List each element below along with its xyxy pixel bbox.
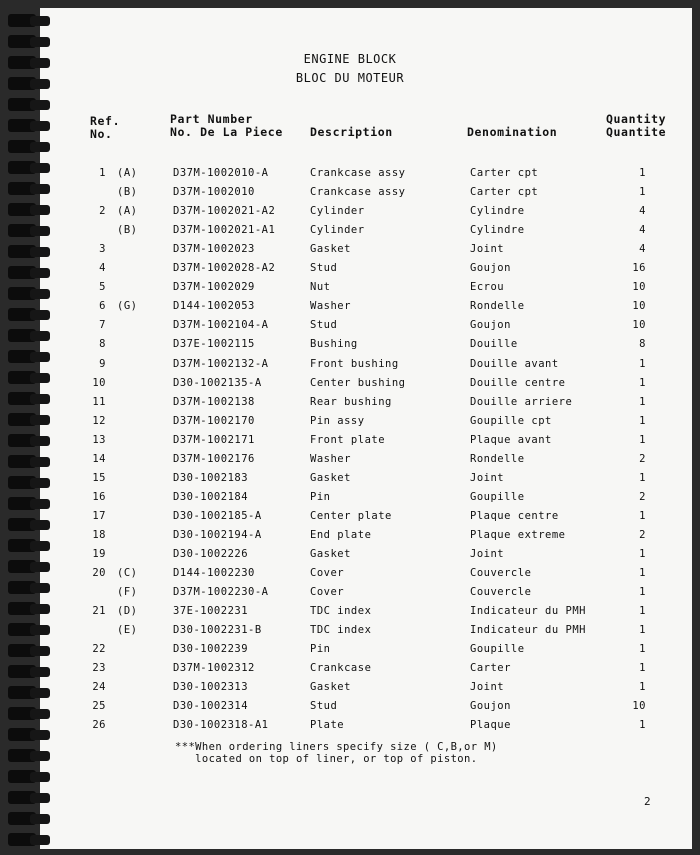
binding-ring-hole [30,16,50,26]
part-number: D30-1002194-A [173,528,262,541]
ref-variant: (E) [117,624,138,637]
denomination: Douille centre [470,376,566,389]
ref-number: 23 [92,662,106,675]
part-number: D37M-1002132-A [173,357,269,370]
ref-variant: (A) [117,167,138,179]
ref-number: 22 [92,643,106,656]
ref-variant: (G) [117,300,138,313]
part-number: D30-1002231-B [173,624,262,637]
denomination: Douille arriere [470,395,573,408]
ref-number: 4 [99,262,106,275]
description: Gasket [310,548,351,560]
part-number: D37M-1002170 [173,414,255,427]
description: Stud [310,319,338,332]
part-number: 37E-1002231 [173,605,249,618]
quantity: 1 [639,719,646,732]
description: Cover [310,567,345,580]
header-ref-line1: Ref. [90,114,121,128]
binding-ring-hole [30,331,50,341]
part-number: D37E-1002115 [173,338,255,351]
quantity: 1 [639,681,646,694]
binding-ring-hole [30,121,50,131]
quantity: 2 [639,490,646,503]
binding-ring-hole [30,646,50,656]
description: Stud [310,700,338,713]
quantity: 4 [639,224,646,237]
binding-ring-hole [30,583,50,593]
quantity: 1 [639,471,646,484]
ref-variant: (B) [117,186,138,199]
description: Center plate [310,509,392,522]
ref-number: 20 [92,567,106,580]
ref-number: 14 [92,452,106,465]
binding-ring-hole [30,688,50,698]
description: Crankcase assy [310,186,406,199]
description: Nut [310,281,331,294]
binding-ring-hole [30,436,50,446]
quantity: 1 [639,509,646,522]
description: Center bushing [310,376,406,389]
quantity: 1 [639,414,646,427]
ref-variant: (D) [117,605,138,618]
ref-number: 25 [92,700,106,713]
quantity: 1 [639,586,646,599]
part-number: D37M-1002029 [173,281,255,294]
part-number: D37M-1002010 [173,186,255,199]
header-qty-line2: Quantite [606,125,667,139]
part-number: D37M-1002021-A2 [173,205,276,218]
part-number: D37M-1002312 [173,662,255,675]
header-ref-line2: No. [90,127,113,141]
binding-ring-hole [30,205,50,215]
quantity: 1 [639,643,646,656]
description: End plate [310,528,372,541]
ref-number: 19 [92,548,106,560]
description: Crankcase assy [310,167,406,179]
part-number: D30-1002314 [173,700,249,713]
page-number: 2 [644,795,651,808]
quantity: 10 [632,300,646,313]
page-title: ENGINE BLOCK [303,52,397,66]
quantity: 2 [639,452,646,465]
binding-ring-hole [30,793,50,803]
binding-ring-hole [30,100,50,110]
binding-ring-hole [30,562,50,572]
binding-ring-hole [30,667,50,677]
ref-number: 17 [92,509,106,522]
description: Cover [310,586,345,599]
quantity: 1 [639,376,646,389]
binding-ring-hole [30,394,50,404]
quantity: 2 [639,528,646,541]
quantity: 10 [632,281,646,294]
ref-variant: (C) [117,567,138,580]
denomination: Carter [470,662,511,675]
description: Cylinder [310,224,365,237]
description: Crankcase [310,662,372,675]
denomination: Carter cpt [470,167,539,179]
ref-number: 8 [99,338,106,351]
binding-ring-hole [30,163,50,173]
ref-number: 15 [92,471,106,484]
description: Pin [310,490,331,503]
quantity: 1 [639,357,646,370]
quantity: 1 [639,548,646,560]
ref-number: 16 [92,490,106,503]
ordering-note-line2: located on top of liner, or top of piston. [175,753,478,765]
quantity: 1 [639,167,646,179]
part-number: D30-1002184 [173,490,249,503]
denomination: Goujon [470,262,511,275]
denomination: Douille [470,338,518,351]
ref-number: 7 [99,319,106,332]
description: Pin [310,643,331,656]
denomination: Couvercle [470,586,532,599]
quantity: 1 [639,605,646,618]
description: Gasket [310,471,351,484]
quantity: 8 [639,338,646,351]
ref-number: 18 [92,528,106,541]
denomination: Plaque [470,719,511,732]
quantity: 1 [639,433,646,446]
description: Front plate [310,433,386,446]
header-quantity [606,113,666,139]
ref-number: 26 [92,719,106,732]
part-number: D37M-1002230-A [173,586,269,599]
binding-ring-hole [30,184,50,194]
binding-ring-hole [30,415,50,425]
quantity: 1 [639,567,646,580]
denomination: Indicateur du PMH [470,605,586,618]
denomination: Cylindre [470,205,525,218]
description: Washer [310,300,351,313]
ref-variant: (A) [117,205,138,218]
description: Pin assy [310,414,365,427]
ref-number: 10 [92,376,106,389]
part-number: D30-1002239 [173,643,249,656]
quantity: 1 [639,624,646,637]
description: Stud [310,262,338,275]
part-number: D144-1002230 [173,567,255,580]
description: Washer [310,452,351,465]
binding-ring-hole [30,478,50,488]
binding-ring-hole [30,541,50,551]
header-ref [90,115,120,141]
part-number: D30-1002313 [173,681,249,694]
part-number: D30-1002318-A1 [173,719,269,732]
part-number: D30-1002183 [173,471,249,484]
header-part-line2: No. De La Piece [170,125,283,139]
ref-number: 2 [99,205,106,218]
binding-ring-hole [30,142,50,152]
description: Gasket [310,681,351,694]
denomination: Rondelle [470,452,525,465]
quantity: 10 [632,319,646,332]
part-number: D37M-1002138 [173,395,255,408]
quantity: 4 [639,243,646,256]
denomination: Cylindre [470,224,525,237]
denomination: Joint [470,471,505,484]
spiral-binding [0,0,52,855]
denomination: Goupille [470,643,525,656]
header-description: Description [310,125,393,139]
ref-number: 12 [92,414,106,427]
binding-ring-hole [30,604,50,614]
quantity: 10 [632,700,646,713]
part-number: D30-1002135-A [173,376,262,389]
page-subtitle: BLOC DU MOTEUR [295,71,405,85]
ordering-note-line1: ***When ordering liners specify size ( C,B,or M) [175,741,498,753]
ref-variant: (B) [117,224,138,237]
quantity: 1 [639,395,646,408]
binding-ring-hole [30,310,50,320]
denomination: Goujon [470,700,511,713]
ref-number: 24 [92,681,106,694]
ref-number: 13 [92,433,106,446]
description: Bushing [310,338,358,351]
quantity: 1 [639,662,646,675]
binding-ring-hole [30,373,50,383]
part-number: D37M-1002171 [173,433,255,446]
ref-variant: (F) [117,586,138,599]
denomination: Rondelle [470,300,525,313]
denomination: Joint [470,243,505,256]
part-number: D37M-1002010-A [173,167,269,179]
ref-number: 1 [99,167,106,179]
denomination: Goupille cpt [470,414,552,427]
part-number: D37M-1002021-A1 [173,224,276,237]
description: Cylinder [310,205,365,218]
ref-number: 5 [99,281,106,294]
description: Plate [310,719,345,732]
part-number: D30-1002185-A [173,509,262,522]
description: Rear bushing [310,395,392,408]
binding-ring-hole [30,814,50,824]
header-qty-line1: Quantity [606,112,667,126]
part-number: D37M-1002028-A2 [173,262,276,275]
binding-ring-hole [30,709,50,719]
quantity: 16 [632,262,646,275]
binding-ring-hole [30,226,50,236]
denomination: Joint [470,681,505,694]
quantity: 4 [639,205,646,218]
binding-ring-hole [30,499,50,509]
denomination: Plaque avant [470,433,552,446]
description: TDC index [310,624,372,637]
denomination: Plaque extreme [470,528,566,541]
binding-ring-hole [30,625,50,635]
binding-ring-hole [30,520,50,530]
description: Gasket [310,243,351,256]
denomination: Carter cpt [470,186,539,199]
description: Front bushing [310,357,399,370]
denomination: Couvercle [470,567,532,580]
part-number: D30-1002226 [173,548,249,560]
denomination: Joint [470,548,505,560]
ref-number: 3 [99,243,106,256]
denomination: Goujon [470,319,511,332]
denomination: Indicateur du PMH [470,624,586,637]
header-part-number [170,113,283,139]
ref-number: 21 [92,605,106,618]
part-number: D37M-1002176 [173,452,255,465]
denomination: Plaque centre [470,509,559,522]
denomination: Goupille [470,490,525,503]
binding-ring-hole [30,835,50,845]
ref-number: 9 [99,357,106,370]
binding-ring-hole [30,730,50,740]
binding-ring-hole [30,457,50,467]
header-part-line1: Part Number [170,112,253,126]
part-number: D144-1002053 [173,300,255,313]
denomination: Ecrou [470,281,505,294]
binding-ring-hole [30,751,50,761]
ref-number: 11 [92,395,106,408]
binding-ring-hole [30,247,50,257]
part-number: D37M-1002104-A [173,319,269,332]
binding-ring-hole [30,268,50,278]
binding-ring-hole [30,352,50,362]
part-number: D37M-1002023 [173,243,255,256]
binding-ring-hole [30,772,50,782]
quantity: 1 [639,186,646,199]
header-denomination: Denomination [467,125,558,139]
ref-number: 6 [99,300,106,313]
binding-ring-hole [30,37,50,47]
description: TDC index [310,605,372,618]
binding-ring-hole [30,289,50,299]
denomination: Douille avant [470,357,559,370]
